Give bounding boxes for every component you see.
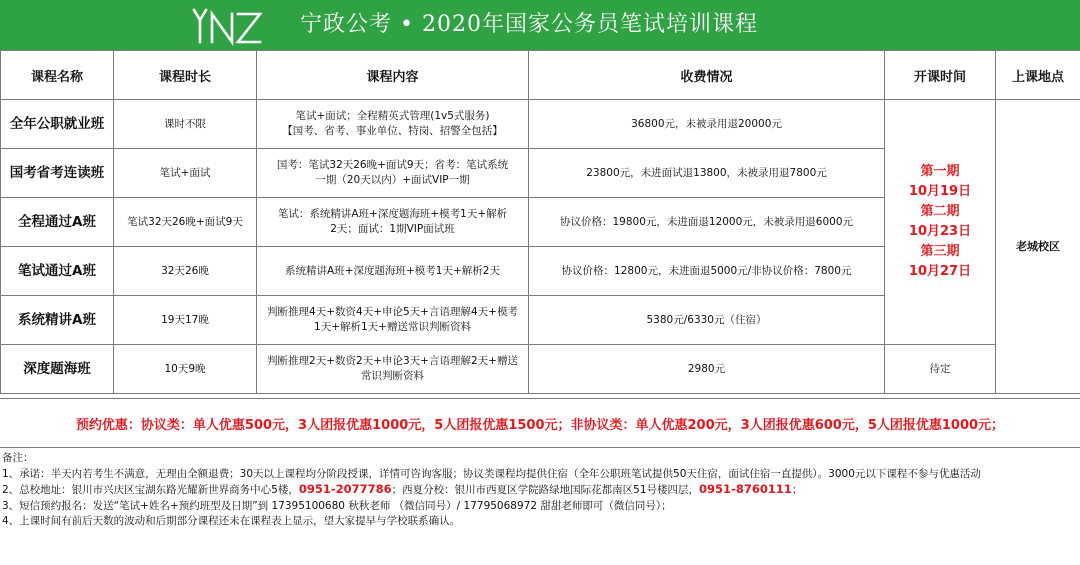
period-line: 第一期: [920, 164, 960, 179]
course-duration: 课时不限: [114, 100, 257, 149]
address-text: 2、总校地址：银川市兴庆区宝湖东路光耀新世界商务中心5楼，: [2, 484, 299, 496]
page-title: 宁政公考 • 2020年国家公务员笔试培训课程: [300, 12, 758, 37]
course-content: [257, 296, 529, 345]
content-line: 1天+解析1天+赠送常识判断资料: [314, 321, 471, 333]
course-duration: 10天9晚: [114, 345, 257, 394]
course-duration: 32天26晚: [114, 247, 257, 296]
course-fee: 23800元，未进面试退13800，未被录用退7800元: [529, 149, 885, 198]
phone-number[interactable]: 0951-8760111: [699, 482, 792, 496]
column-header: 收费情况: [529, 51, 885, 100]
content-line: 【国考、省考、事业单位、特岗、招警全包括】: [282, 125, 503, 137]
column-header: 开课时间: [885, 51, 996, 100]
note-line: 1、承诺：半天内若考生不满意，无理由全额退费；30天以上课程均分阶段授课，详情可咨询客服；协议类课程均提供住宿（全年公职班笔试提供50天住宿，面试住宿一直提供）。3000元以下课程不参与优惠活动: [2, 467, 981, 480]
column-header: 上课地点: [996, 51, 1080, 100]
period-line: 第三期: [920, 244, 960, 259]
content-line: 判断推理4天+数资4天+申论5天+言语理解4天+模考: [267, 306, 518, 318]
note-line: [2, 482, 1076, 499]
table-row: [1, 345, 1080, 394]
period-line: 10月23日: [908, 224, 972, 239]
course-content: [257, 149, 529, 198]
table-header-row: [1, 51, 1080, 100]
address-text: ；西夏分校：银川市西夏区学院路绿地国际花都南区51号楼四层，: [391, 484, 700, 496]
note-line: 4、上课时间有前后天数的波动和后期部分课程还未在课程表上显示，望大家提早与学校联系确认。: [2, 515, 461, 527]
notes-section: [2, 451, 1076, 530]
course-duration: 笔试32天26晚+面试9天: [114, 198, 257, 247]
course-fee: 协议价格：12800元，未进面退5000元/非协议价格：7800元: [529, 247, 885, 296]
course-period-tbd: 待定: [885, 345, 996, 394]
course-content: [257, 345, 529, 394]
course-name: 笔试通过A班: [1, 247, 114, 296]
notes-heading: 备注：: [2, 452, 34, 464]
promo-banner: 预约优惠：协议类：单人优惠500元，3人团报优惠1000元，5人团报优惠1500元；非协议类：单人优惠200元，3人团报优惠600元，5人团报优惠1000元；: [0, 398, 1080, 448]
course-duration: 笔试+面试: [114, 149, 257, 198]
course-name: 全年公职就业班: [1, 100, 114, 149]
course-name: 深度题海班: [1, 345, 114, 394]
course-table: [0, 50, 1080, 394]
content-line: 笔试：系统精讲A班+深度题海班+模考1天+解析: [277, 208, 508, 220]
content-line: 国考：笔试32天26晚+面试9天；省考：笔试系统: [276, 159, 509, 171]
course-period: [885, 100, 996, 345]
header-banner: [0, 0, 1080, 50]
course-fee: 5380元/6330元（住宿）: [529, 296, 885, 345]
content-line: 常识判断资料: [361, 370, 424, 382]
course-fee: 协议价格：19800元，未进面退12000元，未被录用退6000元: [529, 198, 885, 247]
period-line: 10月19日: [908, 184, 972, 199]
table-row: [1, 100, 1080, 149]
course-duration: 19天17晚: [114, 296, 257, 345]
course-fee: 36800元，未被录用退20000元: [529, 100, 885, 149]
address-text: ；: [791, 484, 803, 496]
course-content: [257, 198, 529, 247]
period-line: 10月27日: [908, 264, 972, 279]
column-header: 课程内容: [257, 51, 529, 100]
nz-logo-icon: [192, 6, 264, 46]
content-line: 系统精讲A班+深度题海班+模考1天+解析2天: [285, 264, 500, 277]
content-line: 一期（20天以内）+面试VIP一期: [315, 174, 470, 186]
course-name: 全程通过A班: [1, 198, 114, 247]
course-location: 老城校区: [996, 100, 1080, 394]
content-line: 笔试+面试；全程精英式管理(1v5式服务): [295, 110, 490, 122]
column-header: 课程名称: [1, 51, 114, 100]
course-content: [257, 247, 529, 296]
course-fee: 2980元: [529, 345, 885, 394]
content-line: 2天；面试：1期VIP面试班: [330, 223, 455, 235]
phone-number[interactable]: 0951-2077786: [298, 482, 392, 496]
course-name: 系统精讲A班: [1, 296, 114, 345]
column-header: 课程时长: [114, 51, 257, 100]
period-line: 第二期: [920, 204, 960, 219]
course-content: [257, 100, 529, 149]
course-name: 国考省考连读班: [1, 149, 114, 198]
note-line: 3、短信预约报名：发送“笔试+姓名+预约班型及日期”到 17395100680 秋秋老师 （微信同号）/ 17795068972 甜甜老师即可（微信同号）；: [2, 499, 672, 512]
content-line: 判断推理2天+数资2天+申论3天+言语理解2天+赠送: [267, 355, 518, 367]
